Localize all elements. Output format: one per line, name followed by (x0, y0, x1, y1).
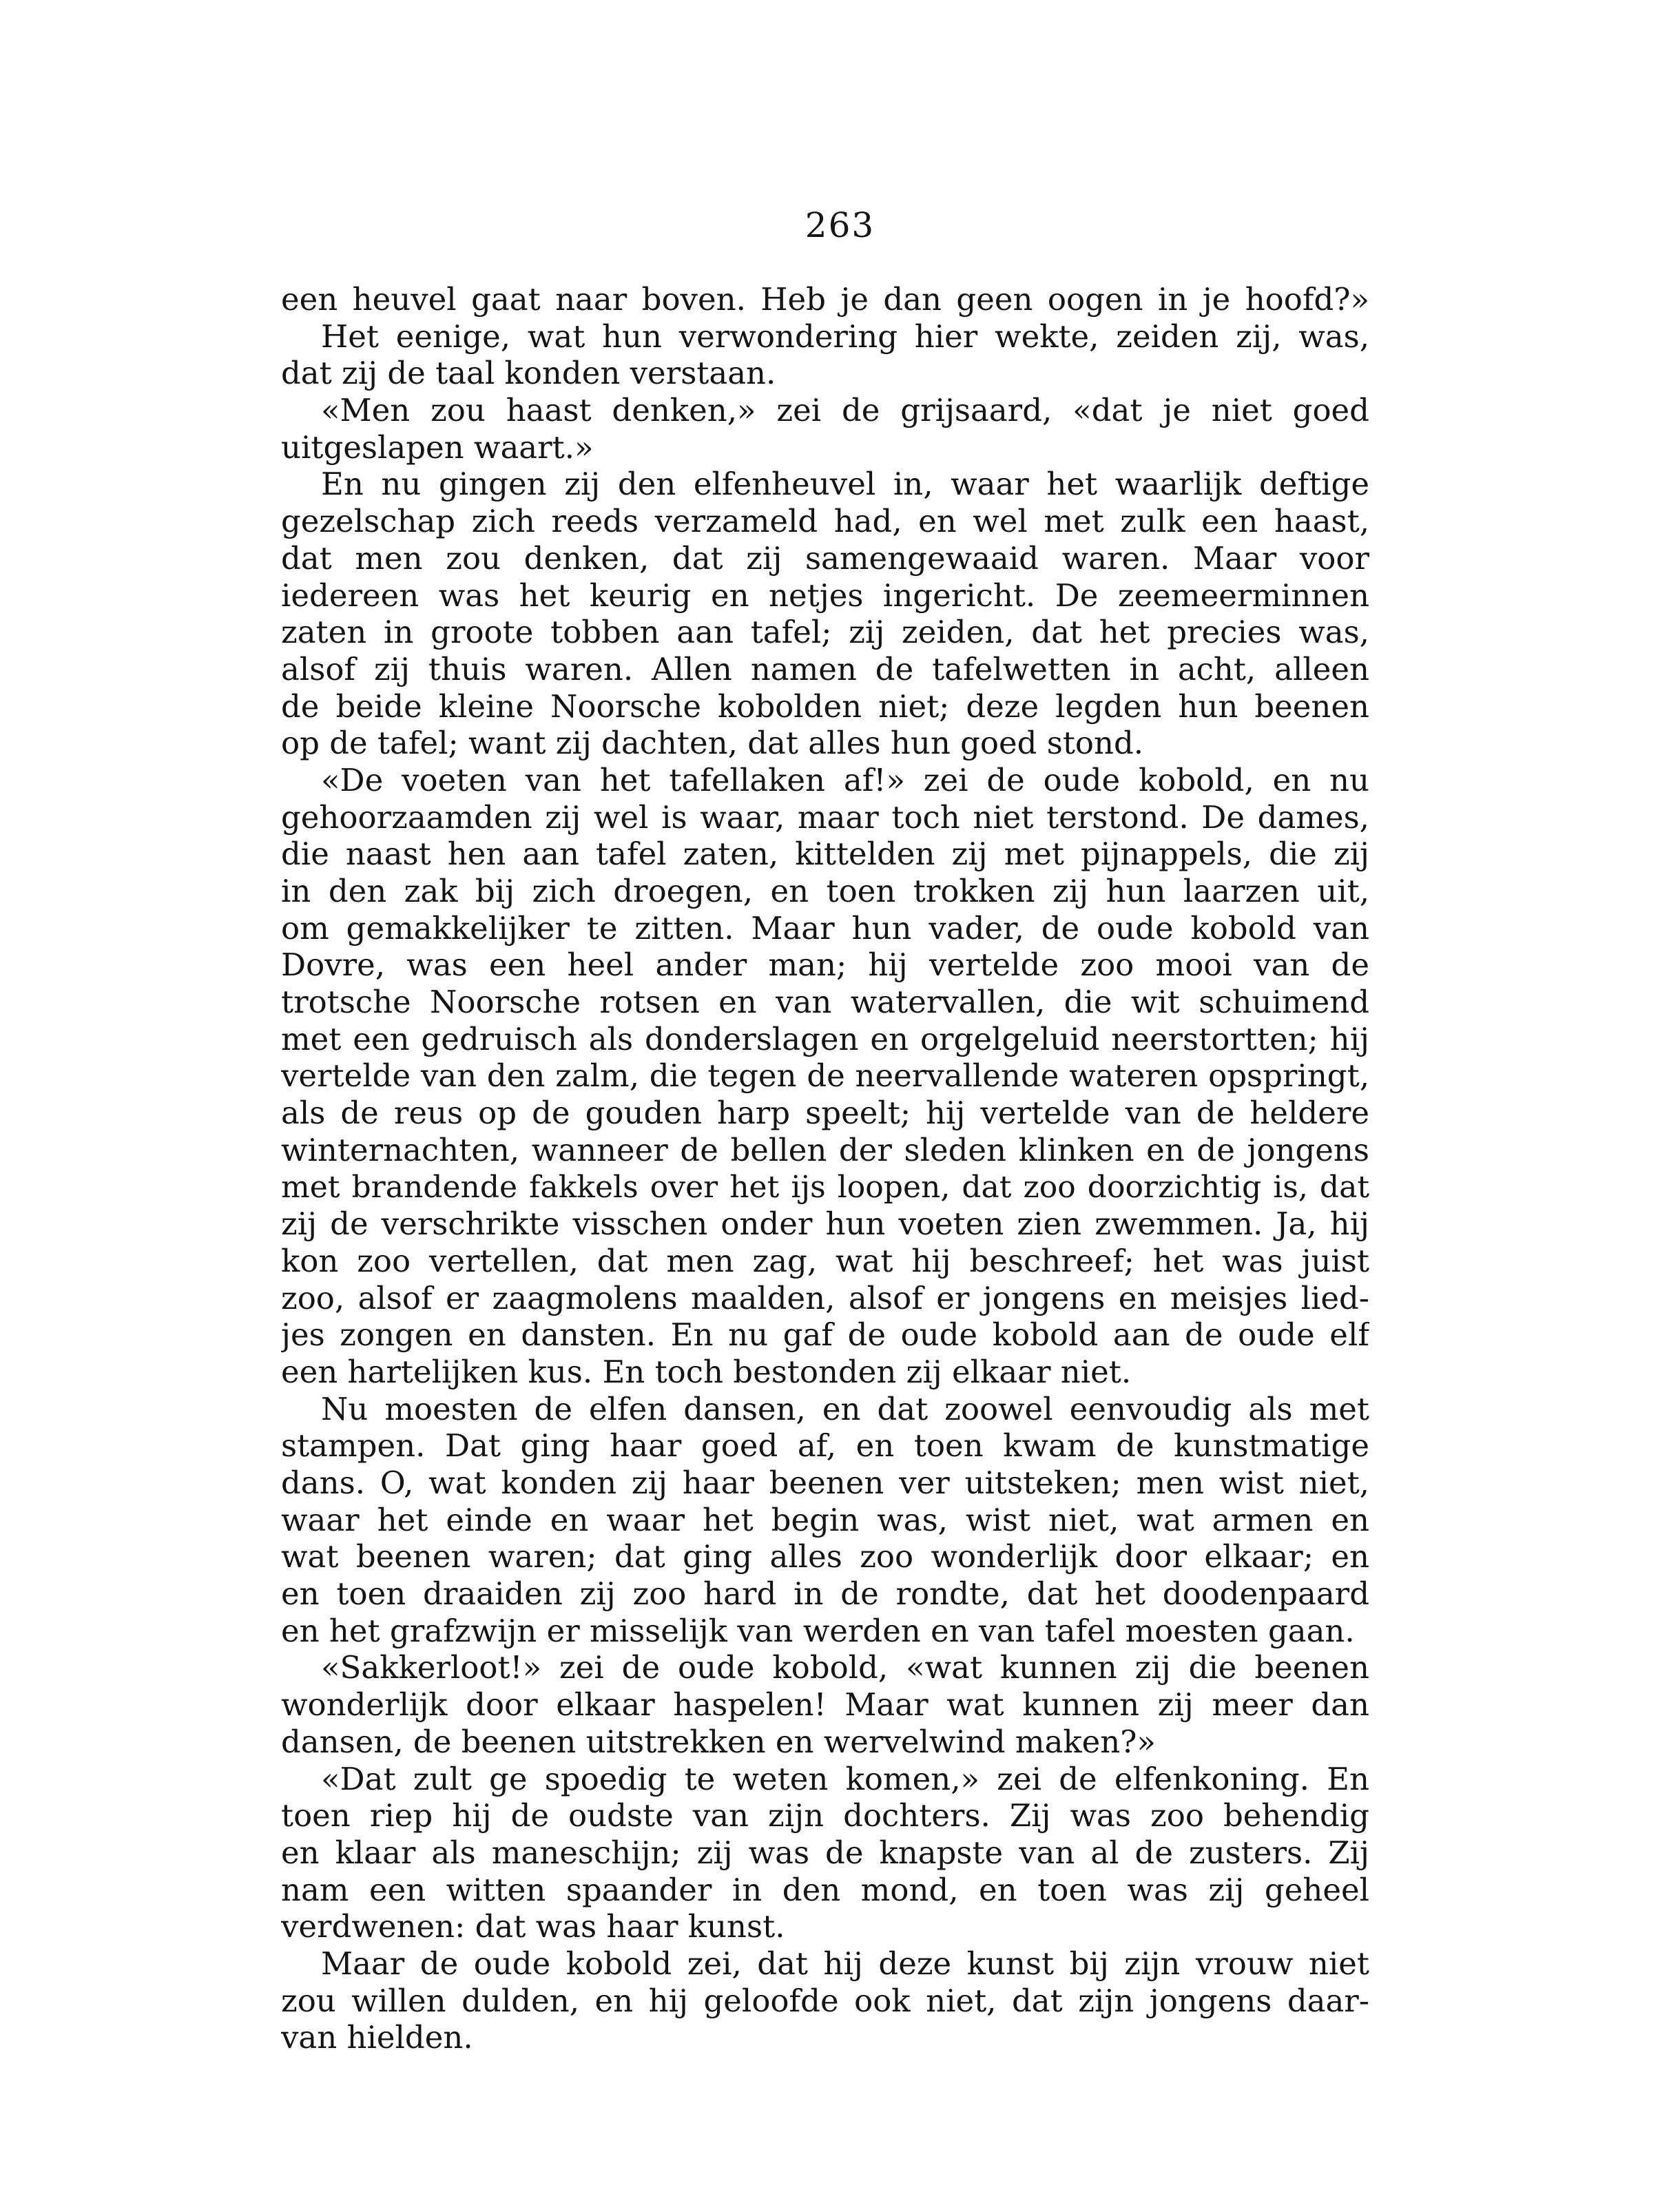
text-line: dat zij de taal konden verstaan. (281, 355, 776, 392)
text-line: als de reus op de gouden harp speelt; hij vertelde van de heldere (281, 1095, 1369, 1132)
text-line: waar het einde en waar het begin was, wist niet, wat armen en (281, 1501, 1369, 1538)
text-line: toen riep hij de oudste van zijn dochters. Zij was zoo behendig (281, 1797, 1369, 1834)
text-line: dat men zou denken, dat zij samengewaaid waren. Maar voor (281, 539, 1369, 577)
text-line: Nu moesten de elfen dansen, en dat zoowel eenvoudig als met (321, 1390, 1369, 1427)
text-line: verdwenen: dat was haar kunst. (281, 1908, 785, 1945)
text-line: dansen, de beenen uitstrekken en wervelwind maken?» (281, 1723, 1156, 1760)
body-text (281, 281, 1369, 2056)
text-line: vertelde van den zalm, die tegen de neervallende wateren opspringt, (281, 1057, 1369, 1095)
text-line: «Men zou haast denken,» zei de grijsaard, «dat je niet goed (321, 392, 1369, 429)
text-line: die naast hen aan tafel zaten, kittelden zij met pijnappels, die zij (281, 836, 1369, 873)
text-line: «De voeten van het tafellaken af!» zei de oude kobold, en nu (321, 761, 1369, 798)
text-line: met een gedruisch als donderslagen en orgelgeluid neerstortten; hij (281, 1020, 1369, 1057)
text-line: iedereen was het keurig en netjes ingericht. De zeemeerminnen (281, 577, 1369, 614)
text-line: stampen. Dat ging haar goed af, en toen kwam de kunstmatige (281, 1427, 1369, 1465)
text-line: En nu gingen zij den elfenheuvel in, waar het waarlijk deftige (321, 466, 1369, 503)
page-number: 263 (805, 205, 875, 245)
text-line: een heuvel gaat naar boven. Heb je dan geen oogen in je hoofd?» (281, 281, 1369, 318)
text-line: Het eenige, wat hun verwondering hier wekte, zeiden zij, was, (321, 318, 1369, 355)
text-line: zoo, alsof er zaagmolens maalden, alsof er jongens en meisjes lied- (281, 1279, 1369, 1316)
text-line: uitgeslapen waart.» (281, 428, 594, 466)
text-line: jes zongen en dansten. En nu gaf de oude kobold aan de oude elf (281, 1316, 1369, 1354)
text-line: gezelschap zich reeds verzameld had, en wel met zulk een haast, (281, 503, 1369, 540)
text-line: om gemakkelijker te zitten. Maar hun vader, de oude kobold van (281, 909, 1369, 947)
text-line: Dovre, was een heel ander man; hij vertelde zoo mooi van de (281, 947, 1369, 984)
text-line: een hartelijken kus. En toch bestonden zij elkaar niet. (281, 1353, 1132, 1390)
text-line: gehoorzaamden zij wel is waar, maar toch niet terstond. De dames, (281, 798, 1369, 836)
text-line: zaten in groote tobben aan tafel; zij zeiden, dat het precies was, (281, 614, 1369, 651)
text-line: zij de verschrikte visschen onder hun voeten zien zwemmen. Ja, hij (281, 1206, 1369, 1243)
text-line: trotsche Noorsche rotsen en van watervallen, die wit schuimend (281, 984, 1369, 1021)
text-line: alsof zij thuis waren. Allen namen de tafelwetten in acht, alleen (281, 650, 1369, 687)
text-line: wat beenen waren; dat ging alles zoo wonderlijk door elkaar; en (281, 1538, 1369, 1575)
text-line: de beide kleine Noorsche kobolden niet; deze legden hun beenen (281, 687, 1369, 725)
text-line: en het grafzwijn er misselijk van werden en van tafel moesten gaan. (281, 1612, 1355, 1649)
text-line: winternachten, wanneer de bellen der sleden klinken en de jongens (281, 1131, 1369, 1168)
text-line: zou willen dulden, en hij geloofde ook niet, dat zijn jongens daar- (281, 1982, 1369, 2019)
text-line: wonderlijk door elkaar haspelen! Maar wat kunnen zij meer dan (281, 1686, 1369, 1724)
text-line: nam een witten spaander in den mond, en toen was zij geheel (281, 1871, 1369, 1908)
text-line: en toen draaiden zij zoo hard in de rondte, dat het doodenpaard (281, 1575, 1369, 1613)
text-line: Maar de oude kobold zei, dat hij deze kunst bij zijn vrouw niet (321, 1945, 1369, 1982)
text-line: dans. O, wat konden zij haar beenen ver uitsteken; men wist niet, (281, 1465, 1369, 1501)
text-line: met brandende fakkels over het ijs loopen, dat zoo doorzichtig is, dat (281, 1169, 1369, 1205)
text-line: en klaar als maneschijn; zij was de knapste van al de zusters. Zij (281, 1834, 1369, 1871)
text-line: op de tafel; want zij dachten, dat alles hun goed stond. (281, 725, 1144, 762)
text-line: «Sakkerloot!» zei de oude kobold, «wat kunnen zij die beenen (321, 1649, 1369, 1686)
text-line: van hielden. (281, 2019, 473, 2056)
text-line: kon zoo vertellen, dat men zag, wat hij beschreef; het was juist (281, 1242, 1369, 1279)
text-line: in den zak bij zich droegen, en toen trokken zij hun laarzen uit, (281, 873, 1369, 909)
text-line: «Dat zult ge spoedig te weten komen,» zei de elfenkoning. En (321, 1760, 1369, 1797)
